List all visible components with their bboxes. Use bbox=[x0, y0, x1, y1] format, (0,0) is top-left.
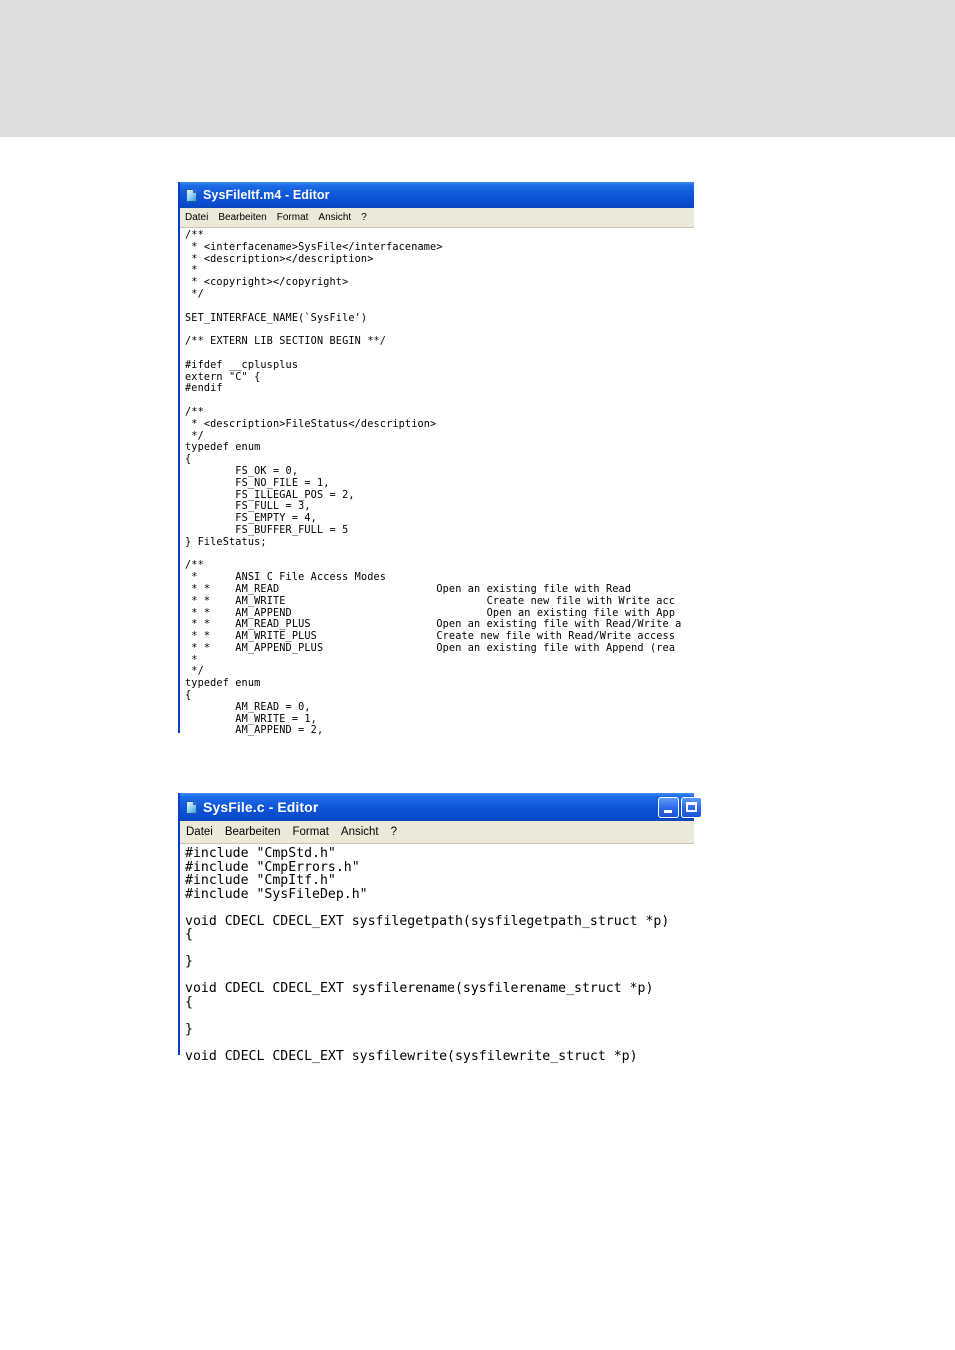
text-editor-area[interactable]: #include "CmpStd.h" #include "CmpErrors.h" #include "CmpItf.h" #include "SysFileDep.h" void CDECL CDECL_EXT sysfilegetpath(sysfilegetpath_struct *p) { } void CDECL CDECL_EXT sysfilerename(sysfilerename_struct *p) { } void CDECL CDECL_EXT sysfilewrite(sysfilewrite_struct *p) bbox=[185, 846, 670, 1064]
maximize-icon bbox=[686, 802, 697, 812]
window-title: SysFileItf.m4 - Editor bbox=[203, 188, 330, 202]
minimize-button[interactable] bbox=[658, 797, 679, 818]
title-bar[interactable] bbox=[180, 793, 694, 821]
text-editor-area[interactable]: /** * <interfacename>SysFile</interfacename> * <description></description> * * <copyright></copyright> */ SET_INTERFACE_NAME(`SysFile') /** EXTERN LIB SECTION BEGIN **/ #ifdef __cplusplus extern "C" { #endif /** * <description>FileStatus</description> */ typedef enum { FS_OK = 0, FS_NO_FILE = 1, FS_ILLEGAL_POS = 2, FS_FULL = 3, FS_EMPTY = 4, FS_BUFFER_FULL = 5 } FileStatus; /** * ANSI C File Access Modes * * AM_READ Open an existing file with Read * * AM_WRITE Create new file with Write acc * * AM_APPEND Open an existing file with App * * AM_READ_PLUS Open an existing file with Read/Write a * * AM_WRITE_PLUS Create new file with Read/Write access * * AM_APPEND_PLUS Open an existing file with Append (rea * */ typedef enum { AM_READ = 0, AM_WRITE = 1, AM_APPEND = 2, bbox=[185, 230, 682, 737]
notepad-icon bbox=[186, 189, 197, 202]
menu-help[interactable]: ? bbox=[361, 212, 367, 223]
menu-bar bbox=[180, 821, 694, 844]
title-bar[interactable] bbox=[180, 182, 694, 208]
maximize-button[interactable] bbox=[681, 797, 702, 818]
window-controls bbox=[658, 797, 702, 818]
menu-datei[interactable]: Datei bbox=[186, 826, 213, 838]
menu-format[interactable]: Format bbox=[276, 212, 309, 223]
minimize-icon bbox=[664, 810, 672, 813]
notepad-icon bbox=[186, 801, 197, 814]
menu-datei[interactable]: Datei bbox=[185, 212, 209, 223]
menu-format[interactable]: Format bbox=[292, 826, 329, 838]
menu-ansicht[interactable]: Ansicht bbox=[318, 212, 352, 223]
menu-help[interactable]: ? bbox=[390, 826, 398, 838]
window-title: SysFile.c - Editor bbox=[203, 799, 319, 815]
menu-bar bbox=[180, 208, 694, 228]
menu-bearbeiten[interactable]: Bearbeiten bbox=[218, 212, 267, 223]
page-header-band bbox=[0, 0, 955, 137]
editor-window-sysfile-c[interactable] bbox=[178, 793, 694, 1064]
menu-ansicht[interactable]: Ansicht bbox=[340, 826, 379, 838]
menu-bearbeiten[interactable]: Bearbeiten bbox=[224, 826, 281, 838]
editor-window-sysfileitf[interactable] bbox=[178, 182, 694, 737]
